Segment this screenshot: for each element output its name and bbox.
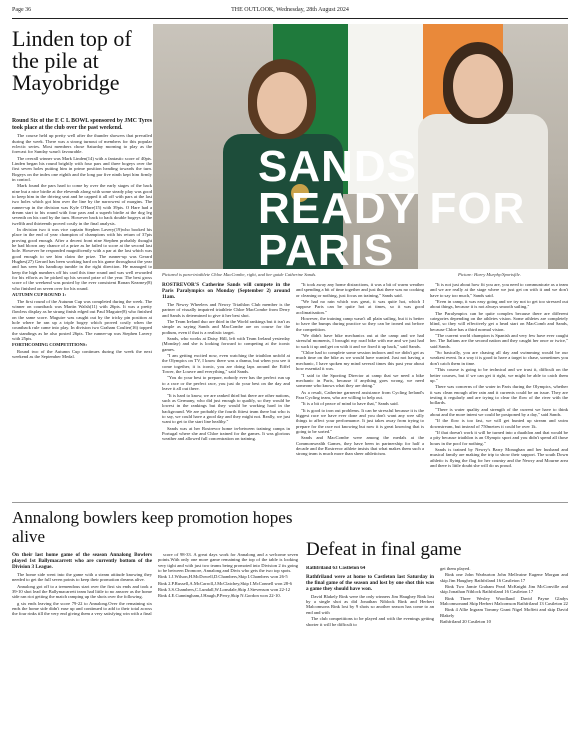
- linden-article: [12, 118, 152, 498]
- sands-para: However, the training camp wasn't all plain sailing, but it is better to have the bumps during practice so they can be ironed out before the competition.: [296, 316, 424, 332]
- sands-para: Sands, who works at Daisy Hill, left with Team Ireland yesterday (Monday) and she is looking forward to competing at the iconic games.: [162, 336, 290, 352]
- page-number: Page 36: [12, 7, 32, 13]
- defeat-headline: Defeat in final game: [306, 539, 462, 560]
- defeat-para: The club competitions to be played and with the evenings getting shorter it will be difficult to: [306, 616, 434, 627]
- sands-para: As a result, Catherine garnered assistance from Cycling Ireland's Para Cycling team, who are willing to help out.: [296, 389, 424, 400]
- sands-para: Sands is trained by Newry's Barry Monaghan and her husband and musical family are making the trip to show their support. The south Down athletic is flying the flag for her country and the Newry and Mourne area and there is little doubt she will do us proud.: [430, 446, 568, 468]
- sands-article-col3: [430, 282, 568, 497]
- sands-para: "You do your best to prepare, nobody ever has the perfect run up to a race or the perfect race, you just do your best on the day and leave it all out there.: [162, 375, 290, 392]
- photo-headline-line: SANDS: [258, 142, 418, 191]
- sands-para: The Paralympics can be quite complex because there are different categories depending on the athletes vision. Some athletes are completely blind, so they will effectively get a head start on MacComb and Sands, because Chloe has a third normal vision.: [430, 310, 568, 332]
- sands-para: "I said to the Sporting Director at camp that we need a bike mechanic in Paris, because if anything goes wrong, we need someone who knows what they are doing.": [296, 372, 424, 389]
- sands-article-col2: [296, 282, 424, 497]
- defeat-rink: Rink one John Warburton John Mellvaine Eugene Morgan and skip Jim Haughey Rathfriland 16 Castleton 17: [440, 572, 568, 583]
- linden-para: The first round of the Autumn Cup was completed during the week. The winner on countback was Martin Walsh(11) with 26pts. It was a pretty flawless display as he strung finish edged out Paul Maguire(8) who finished on the same score. Maguire was caught out by the tricky pin position at hole where he ran up a triple bogey which proved costly when the countback rule came into play. In division two Graham Coulter(16) topped the standings as he also posted 26pts. The runner-up was Stephen Lavery with 25pts.: [12, 298, 152, 341]
- sands-para: "I am getting excited now, even watching the triathlon unfold at the Olympics on TV, I know there was a drama, but when you see it come together, it is iconic, you are doing laps around the Eiffel Tower, the Louvre and everything," said Sands.: [162, 353, 290, 375]
- sands-para: "It is not just about how fit you are, you need to communicate as a team and we are really at the stage where we just get on with it and we don't have to say too much," Sands said.: [430, 282, 568, 298]
- defeat-article-col1: [306, 566, 434, 730]
- sands-para: "This course is going to be technical and we trust it, difficult on the better courses, but if we can get it right, we might be able to catch them up.": [430, 367, 568, 383]
- sands-para: "The current world champion is Spanish and very few have ever caught her. The Italians are the second nation and they caught her once or twice," said Sands.: [430, 333, 568, 349]
- annalong-headline: Annalong bowlers keep promotion hopes alive: [12, 508, 293, 546]
- defeat-rink: Rink Two Jamie Graham Pearl McKnight Jim McConville and skip Jonathan Niblock Rathfriland 16 Castleton 17: [440, 584, 568, 595]
- defeat-article-col2: [440, 566, 568, 730]
- linden-para: The course held up pretty well after the thunder showers that prevailed during the week. There was a strong turnout of members for this popular eclectic series. Most members chose Saturday morning to play as the forecast for Sunday wasn't favourable.: [12, 133, 152, 155]
- sands-kicker: ROSTREVOR'S Catherine Sands will compete in the Paris Paralympics on Monday (September 2) around 11am.: [162, 282, 290, 300]
- defeat-rink: Rink Three Wesley Woodland David Payne Gladys Malcomsonand Skip Herbert Malcomson Rathfriland 13 Castleton 22: [440, 595, 568, 607]
- annalong-rink: Rink 1.J.Wilson,H.McDowell,D.Chambers,Skip I.Chambers won 26-5: [158, 574, 288, 580]
- linden-subhead: FORTHCOMING COMPETITIONS:: [12, 342, 88, 348]
- annalong-para: Annalong got off to a tremendous start over the first six ends and took a 39-10 shot lead the Ballymacarrett team had little to no answer as the home side ran riot getting the match ramping up the shots over the following.: [12, 583, 152, 600]
- linden-para: Mark found the pars hard to come by over the early stages of the back nine but a nice birdie at the eleventh along with some steady play was good to keep him in the driving seat and he capped it all off with pars at the last two holes which got him over the line by the narrowest of margins. The runner-up in the division was Kyle O'Hare(15) with 39pts. O Hare had a dream start to his round with four pars and a superb birdie at the dog leg seventh on his card by the turn. However back to back double bogeys at the twelfth and thirteenth proved costly in the final analysis.: [12, 183, 152, 226]
- sands-para: "So basically, you are chasing all day and swimming would be our weakest event. In a way it is good to have a target to chase, sometimes you don't catch them in time.: [430, 350, 568, 366]
- photo-caption: Pictured is para-triathlete Chloe MacCombe, right, and her guide Catherine Sands.: [162, 272, 317, 277]
- photo-headline-line: PARIS: [258, 226, 395, 275]
- defeat-rink: Rathfriland 20 Castleton 10: [440, 619, 491, 625]
- sands-para: Sands and MacCombe were among the medals at the Commonwealth Games, they have been in partnership for half a decade and the Rostrevor athlete insists that what makes them such a strong team is much more than sheer athleticism.: [296, 435, 424, 457]
- annalong-rink: Rink 3.S.Chambers,C.Lundall,W.Lonsdale,Skip J.Stevenson won 22-12: [158, 587, 291, 593]
- annalong-rink: Rink 2.P.Russell,A.McCarroll,J.McClatchey,Skip I.McConnell won 28-6: [158, 580, 292, 586]
- defeat-rink: Rink 4 Allie Ingram Tommy Grant Nigel Moffett and skip David Blakely: [440, 607, 568, 618]
- defeat-kicker: Rathfriland were at home to Castleton last Saturday in the final game of the season and lost by one shot this was a game they should have won.: [306, 573, 434, 592]
- sands-para: "It is a bit of peace of mind to have that," Sands said.: [301, 401, 399, 407]
- sands-para: The Team Ireland duo are third in the World rankings but it isn't as simple as saying Sands and MacCombe are on course for the podium, even if that is a realistic target.: [162, 319, 290, 335]
- photo-headline-line: READY FOR: [258, 184, 526, 233]
- masthead: THE OUTLOOK, Wednesday, 28th August 2024: [231, 7, 349, 13]
- sands-para: "If the flow is too fast, we will get bunted up stream and swim downstream, but instead of 750metres it could be over 1k.: [430, 418, 568, 429]
- annalong-para: score of 98-33. A great days work for Annalong and a welcome seven points.With only one more game remaining the top of the table is looking very tight and with just two teams being promoted into Division 2 its going to be between Dromore, Annalong and Divis who gets the two top spots.: [158, 552, 298, 574]
- annalong-article-col2: [158, 552, 298, 730]
- sands-para: "We didn't have bike mechanics out at the camp and we had stressful moments, I brought my road bike with me and we just had to suck it up and get on with it and we fixed it up back," said Sands.: [296, 333, 424, 349]
- photo-credit: Picture: Harry Murphy/Sportsfile.: [458, 272, 521, 277]
- defeat-para: get them played.: [440, 566, 471, 571]
- linden-para: Round two of the Autumn Cup continues during the week the next weekend as the September Medal.: [12, 348, 152, 359]
- defeat-para: David Blakely Rink were the only winners Jim Haughey Rink lost by a single shot as did Jonathan Niblock Rink and Herbert Malcomsons Rink lost by 9 shots so another season has come to an end and with: [306, 593, 434, 615]
- linden-kicker: Round Six of the E C L BOWL sponsored by JMC Tyres took place at the club over the past weekend.: [12, 118, 152, 131]
- sands-para: "Chloe had to complete some session indoors and we didn't get as much time on the bike as we would have wanted. Just not having a mechanic, I have spoken my mind several times this past year about how essential it was.: [296, 350, 424, 372]
- annalong-article-col1: [12, 552, 152, 730]
- sands-para: "There is water quality and strength of the current we have to think about and the more intent we could be postponed by a day," said Sands.: [430, 406, 568, 417]
- linden-para: In division two it was vice captain Stephen Lavery(19)who booked his place in the end of year champion of champions with his return of 37pts proving good enough. After a decent front nine Stephen probably thought he had blown any chance of a prize as he failed to score at the second last hole. However he responded magnificently with a par at the last which was good enough to see him claim the prize. The runner-up was Gerard Hughes(27) Gerard has been working hard on his game throughout the year and has seen his handicap tumble in the right direction. He managed to keep the high numbers off his card this time round and was well rewarded for his efforts as he picked up his second prize of the year. The best gross score of the weekend was posted by the ever consistent Ronan Kearney(8) who finished on seven over for his round.: [12, 227, 152, 291]
- section-divider: [12, 502, 568, 503]
- page-header: [12, 6, 568, 18]
- defeat-score: Rathfriland 63 Castleton 64: [306, 566, 366, 571]
- linden-subhead: AUTUMN CUP ROUND 1:: [12, 292, 66, 298]
- sands-para: "It is hard to know, we are ranked third but there are other nations, such as Germany, who did just enough to qualify, so they would be lowest in the rankings but they would be working hard in the background. We are probably the fourth fittest team there but who is to say, we could have a good day and they might not. Really, we just want to get to the start line healthy.": [162, 392, 290, 425]
- sands-para: "If that doesn't work it will be turned into a duathlon and that would be a pity because triathlon is an Olympic sport and you didn't spend all those hours in the pool for nothing.": [430, 429, 568, 446]
- sands-para: There was concerns of the water in Paris during the Olympics, whether it was clean enough after rain and it currents could be an issue. They are testing it regularly and are trying to clear the flow of the river with the bollards.: [430, 384, 568, 406]
- sands-para: "We had no rain which was great, it was quite hot, which I suppose Paris can be quite hot at times, so it was good acclimatisation.": [296, 299, 424, 315]
- sands-para: The Newry Wheelers and Newry Triathlon Club member is the partner of visually impaired triathlete Chloe MacCombe from Derry and Sands is determined to give it her best shot.: [162, 302, 290, 318]
- header-rule: [12, 18, 568, 19]
- sands-article-col1: [162, 282, 290, 497]
- annalong-kicker: On their last home game of the season Annalong Bowlers played 1st Ballymacarrett who are currently bottom of the Division 3 League.: [12, 552, 152, 570]
- annalong-para: g six ends leaving the score 79-22 to Annalong.Over the remaining six ends the home side didn't ease up and continued to add to their total across the four rinks till the very end giving them a very satisfying win with a final: [12, 600, 152, 617]
- person-left-face: [257, 72, 307, 134]
- person-right-face: [453, 54, 503, 118]
- annalong-rink: Rink 4.E.Cunningham,J.Haugh,P.Perry,Skip N.Gordon won 22-10.: [158, 593, 281, 599]
- sands-para: "It took away any home distractions, it was a bit of warm weather and spending a bit of time together and just that there was no cooking or cleaning or nothing, just focus on training," Sands said.: [296, 282, 424, 298]
- linden-para: The overall winner was Mark Linden(14) with a fantastic score of 40pts. Linden began his round brightly with four pars and three bogeys over the first seven holes putting him in prime position heading towards the turn. Bogeys on the index one eighth and the long par five ninth kept him firmly in control.: [12, 155, 152, 182]
- annalong-para: The home side went into the game with a steam attitude knowing they needed to get the full seven points to keep their promotion dreams alive.: [12, 572, 152, 583]
- sands-para: "Even in camp, it was easy going and we try not to get too stressed out about things, because it is not always smooth sailing.": [430, 299, 568, 310]
- sands-para: Sands was at her Rostrevor home in-between training camps in Portugal where she and Chloe trained for the games. It was glorious weather and allowed full concentration on training.: [162, 425, 290, 442]
- sands-para: "It is good to iron out problems. It can be stressful because it is the biggest race we have ever done and you don't want any wee silly things to affect your performance. It just takes away from trying to prepare for the race not knowing but now it is great knowing that is going to be sorted.": [296, 407, 424, 434]
- linden-headline: Linden top of the pile at Mayobridge: [12, 26, 132, 95]
